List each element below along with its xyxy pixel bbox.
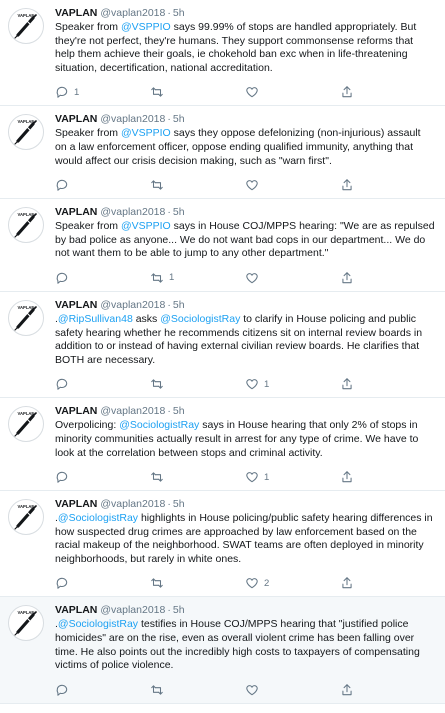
avatar-logo-text: VAPLAN (17, 504, 35, 510)
mention-link[interactable]: @RipSullivan48 (57, 312, 133, 325)
tweet-text (55, 419, 435, 460)
like-button[interactable] (245, 85, 340, 99)
tweet-actions (55, 79, 435, 105)
reply-icon (55, 178, 69, 192)
share-button[interactable] (340, 470, 435, 484)
mention-link[interactable]: @SociologistRay (119, 419, 200, 432)
avatar[interactable] (8, 300, 44, 336)
like-button[interactable] (245, 377, 340, 391)
retweet-button[interactable] (150, 271, 245, 285)
author-handle[interactable]: @vaplan2018 (100, 298, 166, 311)
retweet-icon (150, 271, 164, 285)
share-icon (340, 576, 354, 590)
tweet-actions (55, 371, 435, 397)
tweet-text-segment: to clarify in House policing and public safety hearing whether he recommends citizens sit on internal review boards in addition to or instead of having external civilian review boards. He clarifies that BOTH are necessary. (55, 312, 423, 366)
author-handle[interactable]: @vaplan2018 (100, 113, 166, 126)
tweet-header (55, 497, 435, 511)
avatar[interactable] (8, 499, 44, 535)
tweet-timestamp[interactable]: 5h (172, 7, 185, 19)
like-count: 2 (264, 577, 270, 589)
avatar[interactable] (8, 207, 44, 243)
heart-icon (245, 178, 259, 192)
share-button[interactable] (340, 576, 435, 590)
heart-icon (245, 271, 259, 285)
tweet-text (55, 21, 435, 75)
tweet-text-segment: says in House COJ/MPPS hearing: "We are as repulsed by bad police as anyone... We do not want bad cops in our department... We do not want them to be able to jump to any other department." (55, 220, 435, 260)
retweet-button[interactable] (150, 377, 245, 391)
author-name[interactable]: VAPLAN (55, 206, 98, 219)
author-handle[interactable]: @vaplan2018 (100, 604, 166, 617)
tweet-text-segment: Speaker from (55, 220, 121, 233)
author-name[interactable]: VAPLAN (55, 405, 98, 418)
like-button[interactable] (245, 178, 340, 192)
tweet-header (55, 404, 435, 418)
avatar-logo-text: VAPLAN (17, 304, 35, 310)
tweet[interactable] (0, 398, 445, 491)
tweet[interactable] (0, 199, 445, 292)
tweet-timestamp[interactable]: 5h (172, 498, 185, 511)
author-name[interactable]: VAPLAN (55, 498, 98, 511)
retweet-count: 1 (169, 272, 175, 284)
separator-dot: · (167, 604, 171, 617)
author-handle[interactable]: @vaplan2018 (100, 405, 166, 418)
avatar-logo-text: VAPLAN (17, 610, 35, 616)
retweet-icon (150, 576, 164, 590)
reply-icon (55, 683, 69, 697)
like-button[interactable] (245, 576, 340, 590)
tweet-timestamp[interactable]: 5h (172, 604, 185, 617)
mention-link[interactable]: @VSPPIO (120, 127, 171, 140)
tweet-text-segment: Speaker from (55, 127, 121, 140)
tweet-timestamp[interactable]: 5h (172, 113, 185, 126)
heart-icon (245, 470, 259, 484)
share-button[interactable] (340, 271, 435, 285)
tweet-header (55, 205, 435, 219)
like-button[interactable] (245, 470, 340, 484)
tweet-actions (55, 172, 435, 198)
tweet-timestamp[interactable]: 5h (172, 298, 185, 311)
author-handle[interactable]: @vaplan2018 (100, 498, 166, 511)
tweet-text (55, 618, 435, 672)
separator-dot: · (167, 7, 171, 19)
separator-dot: · (167, 405, 171, 418)
share-icon (340, 377, 354, 391)
reply-button[interactable] (55, 271, 150, 285)
heart-icon (245, 576, 259, 590)
like-count: 1 (264, 471, 270, 483)
tweet-actions (55, 677, 435, 703)
tweet[interactable] (0, 597, 445, 703)
separator-dot: · (167, 298, 171, 311)
reply-button[interactable] (55, 683, 150, 697)
retweet-button[interactable] (150, 683, 245, 697)
share-icon (340, 271, 354, 285)
tweet[interactable] (0, 106, 445, 199)
mention-link[interactable]: @VSPPIO (120, 220, 171, 233)
retweet-button[interactable] (150, 178, 245, 192)
tweet-text-segment: Overpolicing: (55, 419, 120, 432)
tweet[interactable] (0, 292, 445, 398)
tweet-text-segment: . (55, 512, 58, 525)
tweet[interactable] (0, 0, 445, 106)
mention-link[interactable]: @SociologistRay (57, 512, 139, 525)
retweet-button[interactable] (150, 470, 245, 484)
tweet-text-segment: . (55, 312, 58, 325)
separator-dot: · (167, 113, 171, 126)
author-name[interactable]: VAPLAN (55, 7, 98, 19)
author-handle[interactable]: @vaplan2018 (100, 206, 166, 219)
reply-icon (55, 470, 69, 484)
tweet-timestamp[interactable]: 5h (172, 206, 185, 219)
avatar[interactable] (8, 114, 44, 150)
tweet-text (55, 127, 435, 168)
tweet-text-segment: says in House hearing that only 2% of stops in minority communities actually result in arrest for any type of crime. We have to look at the correlation between stops and criminal activity. (55, 419, 419, 459)
share-icon (340, 178, 354, 192)
tweet-text-segment: testifies in House COJ/MPPS hearing that "justified police homicides" are on the rise, even as overall violent crime has been falling over time. He also points out the incredibly high costs to taxpayers of compensating victims of police violence. (55, 618, 420, 672)
tweet-actions (55, 570, 435, 596)
tweet-text (55, 313, 435, 367)
tweet-header (55, 6, 435, 20)
heart-icon (245, 85, 259, 99)
share-button[interactable] (340, 377, 435, 391)
reply-button[interactable] (55, 85, 150, 99)
mention-link[interactable]: @SociologistRay (57, 618, 139, 631)
tweet[interactable] (0, 491, 445, 597)
share-button[interactable] (340, 683, 435, 697)
avatar[interactable] (8, 8, 44, 44)
like-button[interactable] (245, 271, 340, 285)
mention-link[interactable]: @VSPPIO (120, 21, 171, 33)
author-handle[interactable]: @vaplan2018 (100, 7, 166, 19)
heart-icon (245, 683, 259, 697)
like-count: 1 (264, 378, 270, 390)
tweet-text-segment: highlights in House policing/public safety hearing differences in how suspected drug crimes are approached by law enforcement based on the racial makeup of the neighborhood. SWAT teams are often deployed in minority neighborhoods, but rarely in white ones. (55, 512, 433, 565)
tweet-text-segment: says 99.99% of stops are handled appropriately. But they're not perfect, they're humans. They support commonsense reforms that help them achieve their goals, ie chokehold ban exc when in life-threatening situation, decertification, national accreditation. (55, 21, 417, 74)
retweet-icon (150, 85, 164, 99)
author-name[interactable]: VAPLAN (55, 298, 98, 311)
avatar-logo-text: VAPLAN (17, 119, 35, 125)
avatar[interactable] (8, 605, 44, 641)
author-name[interactable]: VAPLAN (55, 604, 98, 617)
tweet-header (55, 112, 435, 126)
reply-icon (55, 377, 69, 391)
tweet-text (55, 220, 435, 261)
retweet-button[interactable] (150, 576, 245, 590)
share-icon (340, 683, 354, 697)
tweet-timestamp[interactable]: 5h (172, 405, 185, 418)
retweet-button[interactable] (150, 85, 245, 99)
retweet-icon (150, 683, 164, 697)
tweet-text-segment: . (55, 618, 58, 631)
separator-dot: · (167, 206, 171, 219)
share-button[interactable] (340, 85, 435, 99)
tweet-text (55, 512, 435, 566)
avatar-logo-text: VAPLAN (17, 13, 35, 18)
reply-icon (55, 576, 69, 590)
tweet-actions (55, 265, 435, 291)
reply-button[interactable] (55, 470, 150, 484)
separator-dot: · (167, 498, 171, 511)
retweet-icon (150, 178, 164, 192)
share-icon (340, 85, 354, 99)
tweet-text-segment: Speaker from (55, 21, 121, 33)
tweet-text-segment: asks (132, 312, 161, 325)
avatar-logo-text: VAPLAN (17, 411, 35, 417)
share-icon (340, 470, 354, 484)
avatar[interactable] (8, 406, 44, 442)
mention-link[interactable]: @SociologistRay (160, 312, 241, 325)
tweet-text-segment: says they oppose defelonizing (non-injurious) assault on a law enforcement officer, oppose ending qualified immunity, anything that would affect our crisis decision making, such as "warn first". (55, 127, 421, 167)
reply-icon (55, 85, 69, 99)
tweet-header (55, 298, 435, 312)
retweet-icon (150, 470, 164, 484)
reply-button[interactable] (55, 576, 150, 590)
author-name[interactable]: VAPLAN (55, 113, 98, 126)
reply-button[interactable] (55, 377, 150, 391)
like-button[interactable] (245, 683, 340, 697)
tweet-header (55, 603, 435, 617)
reply-count: 1 (74, 86, 80, 98)
share-button[interactable] (340, 178, 435, 192)
tweet-actions (55, 464, 435, 490)
reply-icon (55, 271, 69, 285)
retweet-icon (150, 377, 164, 391)
reply-button[interactable] (55, 178, 150, 192)
heart-icon (245, 377, 259, 391)
avatar-logo-text: VAPLAN (17, 212, 35, 218)
